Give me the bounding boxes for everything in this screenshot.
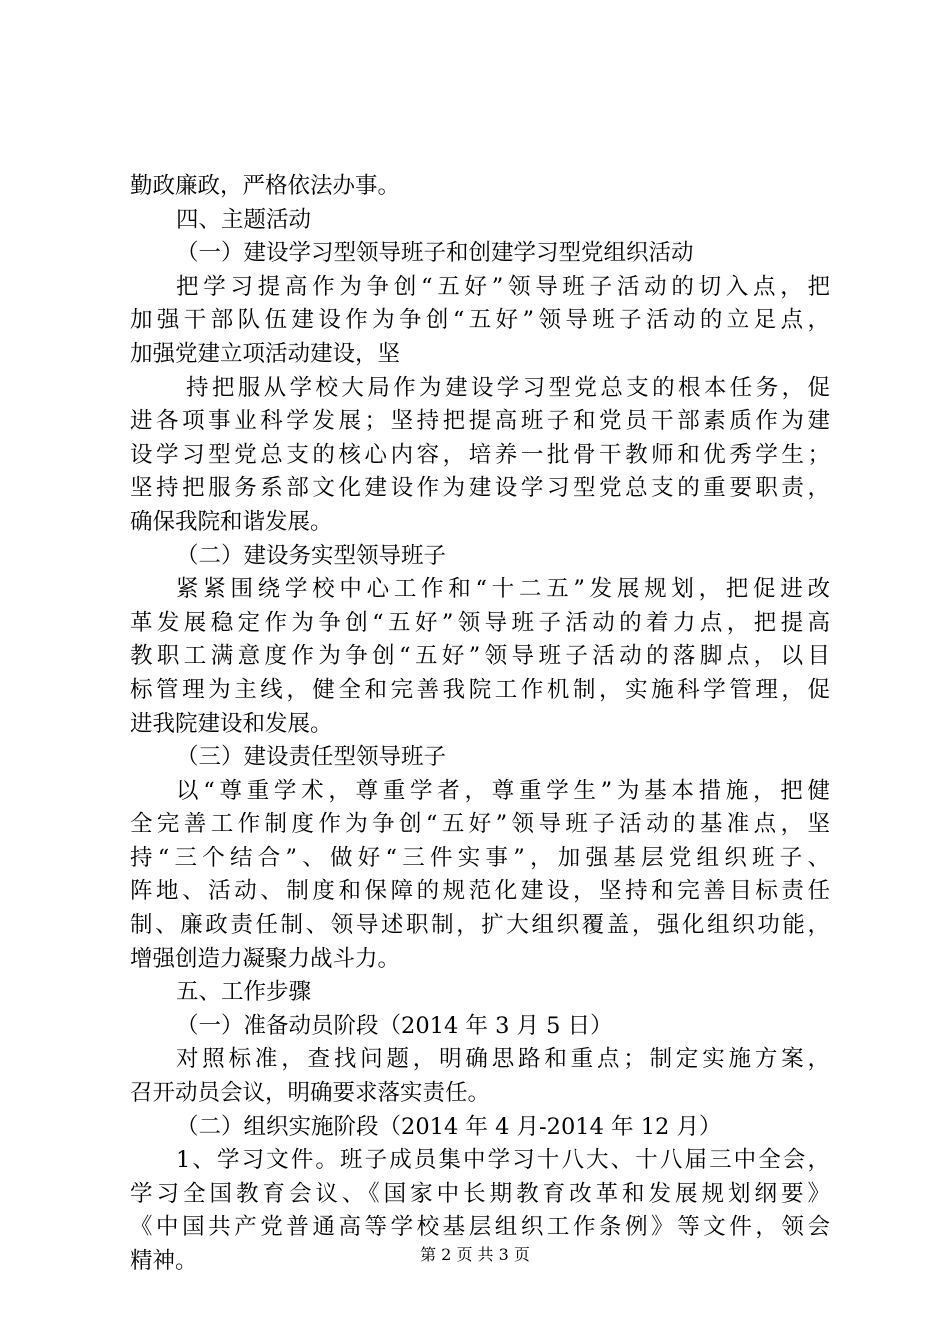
subsection-heading: （一）准备动员阶段（2014 年 3 月 5 日） <box>176 1012 613 1039</box>
text-line: 紧紧围绕学校中心工作和“十二五”发展规划，把促进改 <box>176 576 830 603</box>
subsection-heading: （一）建设学习型领导班子和创建学习型党组织活动 <box>176 240 694 267</box>
text-line: 设学习型党总支的核心内容，培养一批骨干教师和优秀学生； <box>130 441 830 468</box>
text-line: 持把服从学校大局作为建设学习型党总支的根本任务，促 <box>186 374 830 401</box>
text-line: 增强创造力凝聚力战斗力。 <box>130 945 401 972</box>
text-line: 持“三个结合”、做好“三件实事”，加强基层党组织班子、 <box>130 844 830 871</box>
document-body <box>130 170 830 1279</box>
text-line: 进各项事业科学发展；坚持把提高班子和党员干部素质作为建 <box>130 408 830 435</box>
text-line: 加强党建立项活动建设，坚 <box>130 340 401 367</box>
text-line: 确保我院和谐发展。 <box>130 508 333 535</box>
text-line: 革发展稳定作为争创“五好”领导班子活动的着力点，把提高 <box>130 609 830 636</box>
text-line: 全完善工作制度作为争创“五好”领导班子活动的基准点，坚 <box>130 811 830 838</box>
subsection-heading: （三）建设责任型领导班子 <box>176 744 447 771</box>
text-line: 坚持把服务系部文化建设作为建设学习型党总支的重要职责， <box>130 475 830 502</box>
text-line: 对照标准，查找问题，明确思路和重点；制定实施方案， <box>176 1046 830 1073</box>
text-line: 勤政廉政，严格依法办事。 <box>130 173 401 199</box>
text-line: 加强干部队伍建设作为争创“五好”领导班子活动的立足点， <box>130 307 830 334</box>
text-line: 把学习提高作为争创“五好”领导班子活动的切入点，把 <box>176 273 830 300</box>
text-line: 精神。 <box>130 1248 198 1274</box>
text-line: 《中国共产党普通高等学校基层组织工作条例》等文件，领会 <box>130 1214 830 1241</box>
text-line: 教职工满意度作为争创“五好”领导班子活动的落脚点，以目 <box>130 643 830 670</box>
text-line: 1、学习文件。班子成员集中学习十八大、十八届三中全会， <box>176 1147 830 1174</box>
text-line: 召开动员会议，明确要求落实责任。 <box>130 1080 491 1107</box>
text-line: 学习全国教育会议、《国家中长期教育改革和发展规划纲要》 <box>130 1180 830 1207</box>
text-line: 标管理为主线，健全和完善我院工作机制，实施科学管理，促 <box>130 676 830 703</box>
section-heading: 四、主题活动 <box>176 206 312 233</box>
text-line: 制、廉政责任制、领导述职制，扩大组织覆盖，强化组织功能， <box>130 912 830 939</box>
text-line: 以“尊重学术，尊重学者，尊重学生”为基本措施，把健 <box>176 777 830 804</box>
section-heading: 五、工作步骤 <box>176 979 312 1006</box>
subsection-heading: （二）组织实施阶段（2014 年 4 月-2014 年 12 月） <box>176 1113 722 1140</box>
text-line: 进我院建设和发展。 <box>130 710 333 737</box>
text-line: 阵地、活动、制度和保障的规范化建设，坚持和完善目标责任 <box>130 878 830 905</box>
page-footer: 第 2 页 共 3 页 <box>420 1245 530 1264</box>
subsection-heading: （二）建设务实型领导班子 <box>176 542 447 569</box>
